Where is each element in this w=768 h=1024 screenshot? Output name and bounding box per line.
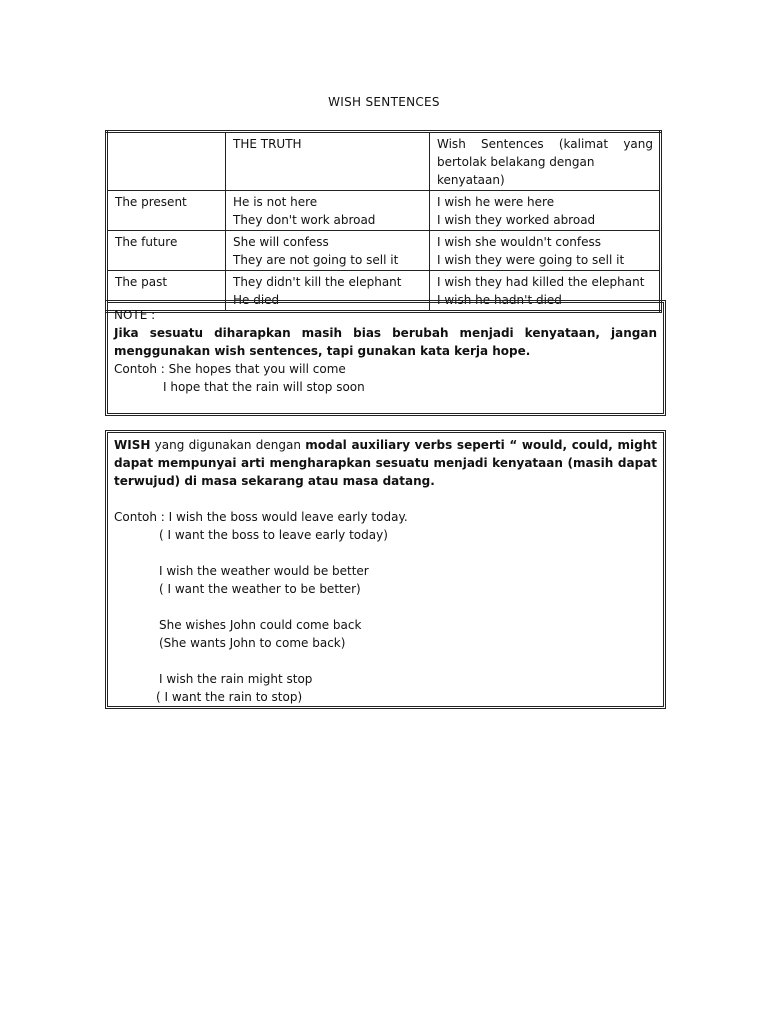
table-header-wish bbox=[430, 132, 661, 191]
truth-line: They are not going to sell it bbox=[233, 253, 399, 267]
modal-example-1a: Contoh : I wish the boss would leave early today. bbox=[114, 510, 408, 524]
modal-intro bbox=[114, 436, 657, 490]
wish-line: I wish he hadn't died bbox=[437, 293, 562, 307]
table-header-empty bbox=[107, 132, 226, 191]
row-label: The present bbox=[107, 191, 226, 231]
table-header-row bbox=[107, 132, 661, 191]
modal-example-2a: I wish the weather would be better bbox=[159, 564, 369, 578]
truth-line: He is not here bbox=[233, 195, 318, 209]
wish-line: I wish he were here bbox=[437, 195, 555, 209]
truth-line: They don't work abroad bbox=[233, 213, 376, 227]
modal-example-4a: I wish the rain might stop bbox=[159, 672, 313, 686]
modal-intro-text: yang digunakan dengan bbox=[150, 438, 306, 452]
note-box bbox=[105, 300, 666, 416]
truth-cell bbox=[226, 191, 430, 231]
modal-example-2b: ( I want the weather to be better) bbox=[159, 582, 361, 596]
modal-intro-wish: WISH bbox=[114, 438, 151, 452]
table-row bbox=[107, 231, 661, 271]
table-header-wish-line1: Wish Sentences (kalimat yang bbox=[437, 137, 653, 151]
truth-line: They didn't kill the elephant bbox=[233, 275, 402, 289]
wish-line: I wish they worked abroad bbox=[437, 213, 596, 227]
note-bold-text: Jika sesuatu diharapkan masih bias berubah menjadi kenyataan, jangan menggunakan wish sentences, tapi gunakan kata kerja hope. bbox=[114, 326, 657, 358]
wish-line: I wish they had killed the elephant bbox=[437, 275, 645, 289]
page-title: WISH SENTENCES bbox=[328, 95, 440, 109]
table-row bbox=[107, 191, 661, 231]
modal-intro-bold: modal auxiliary verbs seperti “ would, could, might dapat mempunyai arti mengharapkan sesuatu menjadi kenyataan (masih dapat terwujud) di masa sekarang atau masa datang. bbox=[114, 438, 657, 488]
note-example-2: I hope that the rain will stop soon bbox=[163, 380, 365, 394]
wish-cell bbox=[430, 231, 661, 271]
modal-example-4b: ( I want the rain to stop) bbox=[156, 690, 303, 704]
row-label: The past bbox=[107, 271, 226, 312]
table-header-wish-line2: bertolak belakang dengan kenyataan) bbox=[437, 155, 595, 187]
row-label: The future bbox=[107, 231, 226, 271]
modal-box bbox=[105, 430, 666, 709]
modal-example-1b: ( I want the boss to leave early today) bbox=[159, 528, 388, 542]
wish-line: I wish they were going to sell it bbox=[437, 253, 625, 267]
wish-cell bbox=[430, 191, 661, 231]
truth-cell bbox=[226, 231, 430, 271]
modal-example-3a: She wishes John could come back bbox=[159, 618, 362, 632]
truth-line: She will confess bbox=[233, 235, 329, 249]
wish-table bbox=[105, 130, 662, 313]
modal-example-3b: (She wants John to come back) bbox=[159, 636, 346, 650]
table-header-truth: THE TRUTH bbox=[226, 132, 430, 191]
note-heading: NOTE : bbox=[114, 308, 156, 322]
note-example-1: Contoh : She hopes that you will come bbox=[114, 362, 346, 376]
wish-line: I wish she wouldn't confess bbox=[437, 235, 602, 249]
truth-line: He died bbox=[233, 293, 280, 307]
